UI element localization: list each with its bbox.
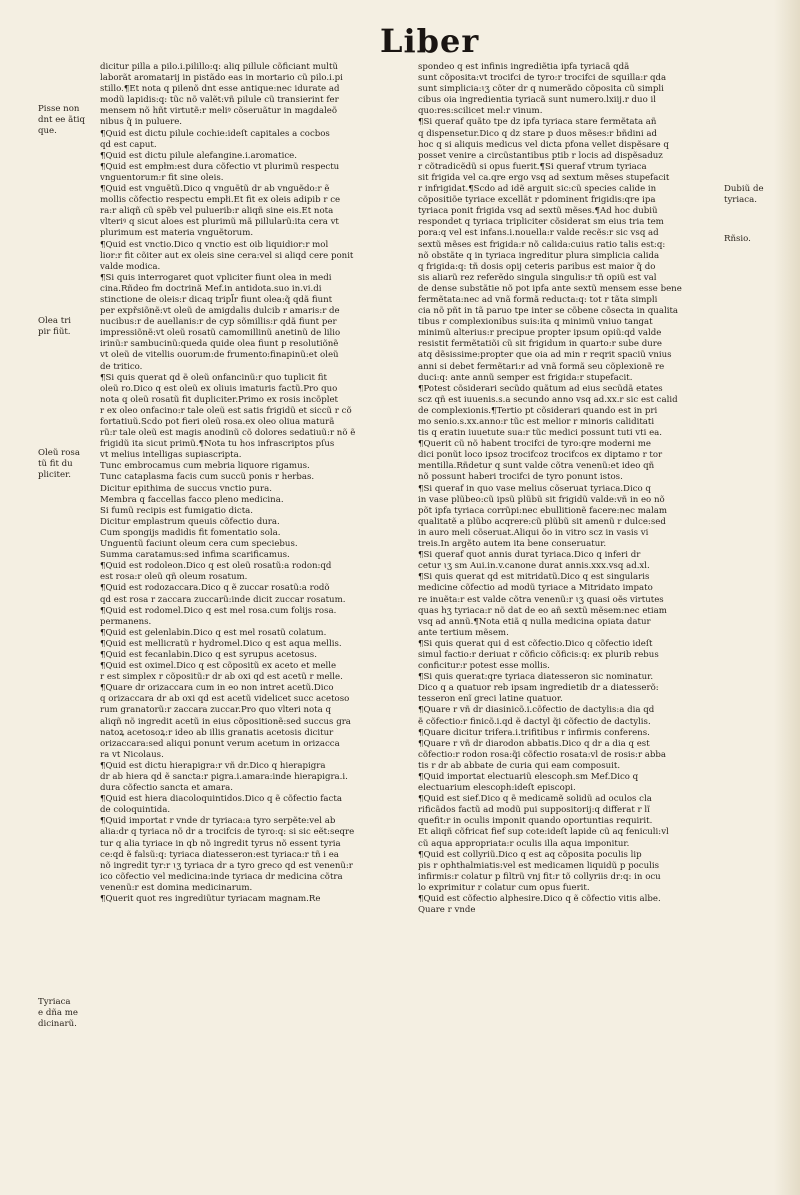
text-line: rum granatorũ:r zaccara zuccar.Pro quo vlteri nota q — [100, 705, 331, 716]
text-line: vsq ad annũ.¶Nota etiã q nulla medicina opiata datur — [418, 616, 651, 627]
text-line: ¶Quid est fecanlabin.Dico q est syrupus acetosus. — [100, 649, 317, 660]
text-line: sit frigida vel ca.qre ergo vsq ad sextum mẽses stupefacit — [418, 172, 670, 183]
text-line: ¶Quid est sief.Dico q ẽ medicamẽ solidũ ad oculos cla — [418, 794, 652, 805]
text-line: in vase plũbeo:cũ ipsũ plũbũ sit frigidũ valde:vñ in eo nõ — [418, 494, 665, 505]
text-line: ¶Si quis interrogaret quot vpliciter fiunt olea in medi — [100, 272, 332, 283]
text-line: cũ aqua appropriata:r oculis illa aqua imponitur. — [418, 838, 630, 849]
text-line: Tunc cataplasma facis cum succũ ponis r herbas. — [100, 472, 315, 483]
margin-note-line: dnt ee ãtiq — [38, 115, 85, 125]
text-line: ¶Quid est dictu hierapigra:r vñ dr.Dico q hierapigra — [100, 760, 326, 771]
text-line: natoꝝ acetosoꝝ:r ideo ab illis granatis acetosis dicitur — [100, 727, 334, 738]
margin-note-line: Dubiũ de — [724, 184, 764, 194]
text-line: de coloquintida. — [100, 805, 171, 816]
text-line: ¶Quare r vñ dr diarodon abbatis.Dico q dr a dia q est — [418, 738, 650, 749]
text-line: ico cõfectio vel medicina:inde tyriaca dr medicina cõtra — [100, 871, 343, 882]
text-line: qd est rosa r zaccara zuccarũ:inde dicit zuccar rosatum. — [100, 594, 346, 605]
page-edge-shading — [774, 0, 800, 1195]
text-line: vlteriꝰ q sicut aloes est plurimũ mã pillularũ:ita cera vt — [100, 217, 339, 228]
left-text-column — [100, 62, 402, 905]
text-line: põt ipfa tyriaca corrũpi:nec ebullitionẽ facere:nec malam — [418, 505, 667, 516]
text-line: ra:r aliqñ cũ spẽb vel puluerib:r aliqñ sine eis.Et nota — [100, 206, 334, 217]
margin-note-pisse — [38, 104, 85, 137]
margin-note-responsio — [724, 234, 751, 245]
text-line: Dicitur emplastrum queuis cõfectio dura. — [100, 516, 280, 527]
text-line: ce:qd ẽ falsũ:q: tyriaca diatesseron:est tyriaca:r tñ i ea — [100, 849, 339, 860]
text-line: venenũ:r est domina medicinarum. — [100, 882, 253, 893]
text-line: nota q oleũ rosatũ fit dupliciter.Primo ex rosis incõplet — [100, 394, 339, 405]
text-line: rũ:r tale oleũ est magis anodinũ cõ dolores sedatiuũ:r nõ ẽ — [100, 428, 356, 439]
text-line: quefit:r in oculis imponit quando oportuntias requirit. — [418, 816, 653, 827]
text-line: medicine cõfectio ad modũ tyriace a Mitridato impato — [418, 583, 653, 594]
text-line: vnguentorum:r fit sine oleis. — [100, 172, 224, 183]
text-line: simul factio:r deriuat r cõficio cõficis:q: ex plurib rebus — [418, 649, 659, 660]
text-line: ra vt Nicolaus. — [100, 749, 164, 760]
margin-note-line: Olea tri — [38, 316, 72, 326]
text-line: ¶Quare dr orizaccara cum in eo non intret acetũ.Dico — [100, 683, 334, 694]
text-line: ¶Quid est hiera diacoloquintidos.Dico q ẽ cõfectio facta — [100, 794, 342, 805]
text-line: infirmis:r colatur p filtrũ vnj fit:r tõ collyriis dr:q: in ocu — [418, 871, 661, 882]
text-line: r infrigidat.¶Scdo ad idẽ arguit sic:cũ species calide in — [418, 184, 657, 195]
text-line: cia nõ pñt in tã paruo tpe inter se cõbene cõsecta in qualita — [418, 306, 679, 317]
text-line: ¶Quid importat electuariũ elescoph.sm Mef.Dico q — [418, 772, 639, 782]
text-line: ¶Si quis querat qui d est cõfectio.Dico q cõfectio ideſt — [418, 638, 653, 649]
text-line: pis r ophthalmiatis:vel est medicamen liquidũ p poculis — [418, 860, 660, 871]
text-line: alia:dr q tyriaca nõ dr a trocifcis de tyro:q: si sic eẽt:seqre — [100, 827, 355, 838]
text-line: nõ possunt haberi trocifci de tyro ponunt istos. — [418, 472, 623, 483]
text-line: nibus q̃ in puluere. — [100, 117, 183, 128]
margin-note-line: Pisse non — [38, 104, 80, 114]
text-line: duci:q: ante annũ semper est frigida:r stupefacit. — [418, 372, 633, 383]
text-line: frigidũ ita sicut primũ.¶Nota tu hos infrascriptos pſus — [100, 439, 335, 450]
text-line: dici ponũt loco ipsoz trocifcoz trocifcos ex diptamo r tor — [418, 450, 663, 461]
text-line: ¶Quid importat r vnde dr tyriaca:a tyro serpẽte:vel ab — [100, 816, 336, 827]
text-line: resistit fermẽtatiõi cũ sit frigidum in quarto:r sube dure — [418, 339, 662, 350]
right-text-column — [418, 62, 714, 916]
text-line: ¶Si quis querat qd ẽ oleũ onfancinũ:r quo tuplicit fit — [100, 372, 327, 383]
text-line: modũ lapidis:q: tũc nõ valẽt:vñ pilule cũ transierint fer — [100, 95, 339, 106]
text-line: ¶Quid est vnguẽtũ.Dico q vnguẽtũ dr ab vnguẽdo:r ẽ — [100, 184, 330, 195]
margin-note-line: que. — [38, 126, 57, 136]
text-line: q orizaccara dr ab oxi qd est acetũ videlicet succ acetoso — [100, 694, 350, 705]
text-line: treis.In argẽto autem ita bene conseruatur. — [418, 539, 607, 550]
text-line: sunt cõposita:vt trocifci de tyro:r trocifci de squilla:r qda — [418, 73, 667, 84]
margin-note-line: pir fiũt. — [38, 327, 71, 337]
text-line: mensem nõ hñt virtutẽ:r meliꝰ cõseruãtur in magdaleõ — [100, 106, 338, 117]
margin-note-tyriaca — [38, 997, 78, 1030]
text-line: sextũ mẽses est frigida:r nõ calida:cuius ratio talis est:q: — [418, 239, 666, 250]
text-line: ¶Quid est collyriũ.Dico q est aq cõposita poculis lip — [418, 849, 642, 860]
text-line: plurimum est materia vnguẽtorum. — [100, 228, 254, 239]
text-line: qualitatẽ a plũbo acqrere:cũ plũbũ sit amenũ r dulce:sed — [418, 516, 666, 527]
text-line: valde modica. — [100, 261, 161, 272]
text-line: vt melius intelligas supiascripta. — [100, 450, 242, 461]
text-line: ¶Quid est dictu pilule alefangine.i.aromatice. — [100, 150, 297, 161]
text-line: tibus r complexionibus suis:ita q minimũ vniuo tangat — [418, 317, 653, 328]
text-line: ¶Quid est empłm:est dura cõfectio vt plurimũ respectu — [100, 161, 340, 172]
text-line: q frigida:q: tñ dosis opij ceteris paribus est maior q̃ do — [418, 261, 656, 272]
text-line: ante tertium mẽsem. — [418, 627, 509, 638]
text-line: cina.Rñdeo fm doctrinã Mef.in antidota.suo in.vi.di — [100, 283, 322, 294]
text-line: ¶Potest cõsiderari secũdo quãtum ad eius secũdã etates — [418, 383, 663, 394]
text-line: ¶Quid est rodozaccara.Dico q ẽ zuccar rosatũ:a rodõ — [100, 583, 330, 594]
text-line: fermẽtata:nec ad vnã formã reducta:q: tot r tãta simpli — [418, 294, 658, 305]
text-line: mollis cõfectio respectu empłi.Et fit ex oleis adipib r ce — [100, 195, 341, 206]
text-line: anni si debet fermẽtari:r ad vnã formã seu cõplexionẽ re — [418, 361, 665, 372]
text-line: minimũ alterius:r precipue propter ipsum opiũ:qd valde — [418, 328, 662, 339]
text-line: Tunc embrocamus cum mebria liquore rigamus. — [100, 461, 310, 472]
text-line: dr ab hiera qd ẽ sancta:r pigra.i.amara:inde hierapigra.i. — [100, 772, 348, 782]
page-header-title: Liber — [380, 22, 480, 60]
margin-note-line: Oleũ rosa — [38, 448, 80, 458]
text-line: scz qñ est iuuenis.s.a secundo anno vsq ad.xx.r sic est calid — [418, 394, 678, 405]
text-line: qd est caput. — [100, 139, 157, 150]
text-line: respondet q tyriaca tripliciter cõsiderat sm eius tria tem — [418, 217, 664, 228]
text-line: ¶Quid est vnctio.Dico q vnctio est oib liquidior:r mol — [100, 239, 329, 250]
text-line: quas hʒ tyriaca:r nõ dat de eo añ sextũ mẽsem:nec etiam — [418, 605, 667, 616]
margin-note-oleum-rosa — [38, 448, 80, 481]
text-line: ¶Quare r vñ dr diasinicõ.i.cõfectio de dactylis:a dia qd — [418, 705, 655, 716]
text-line: ¶Querit quot res ingrediũtur tyriacam magnam.Re — [100, 894, 321, 905]
text-line: irinũ:r sambucinũ:queda quide olea fiunt p resolutiõnẽ — [100, 339, 339, 350]
text-line: nõ ingredit tyr:r ɩʒ tyriaca dr a tyro greco qd est venenũ:r — [100, 860, 353, 871]
text-line: ¶Quid est dictu pilule cochie:ideſt capitales a cocbos — [100, 128, 330, 139]
text-line: ¶Quare dicitur trifera.i.trifitibus r infirmis conferens. — [418, 727, 650, 738]
text-line: r est simplex r cõpositũ:r dr ab oxi qd est acetũ r melle. — [100, 672, 343, 683]
text-line: ¶Quid est cõfectio alphesire.Dico q ẽ cõfectio vitis albe. — [418, 894, 661, 905]
text-line: electuarium elescoph:ideſt episcopi. — [418, 783, 576, 794]
text-line: impressiõnẽ:vt oleũ rosatũ camomillinũ anetinũ de lilio — [100, 328, 341, 339]
text-line: sunt simplicia:ɩʒ cõter dr q numerãdo cõposita cũ simpli — [418, 84, 664, 95]
text-line: spondeo q est infinis ingrediẽtia ipfa tyriacã qdã — [418, 62, 630, 72]
text-line: lo exprimitur r colatur cum opus fuerit. — [418, 882, 590, 893]
text-line: mo senio.s.xx.anno:r tũc est melior r minoris caliditati — [418, 417, 655, 427]
text-line: cõfectio:r rodon rosa:q̃i cõfectio rosata:vl de rosis:r abba — [418, 749, 667, 760]
text-line: tur q alia tyriace in qb nõ ingredit tyrus nõ essent tyria — [100, 838, 341, 849]
text-line: Unguentũ faciunt oleum cera cum speciebus. — [100, 539, 298, 550]
text-line: de tritico. — [100, 361, 143, 372]
text-line: ¶Quid est mellicratũ r hydromel.Dico q est aqua mellis. — [100, 638, 342, 649]
text-line: conficitur:r potest esse mollis. — [418, 661, 550, 672]
text-line: vt oleũ de vitellis ouorum:de frumento:finapinũ:et oleũ — [100, 350, 339, 361]
text-line: q dispensetur.Dico q dz stare p duos mẽses:r bñdini ad — [418, 128, 658, 139]
text-line: oleũ ro.Dico q est oleũ ex oliuis imaturis factũ.Pro quo — [100, 383, 338, 394]
text-line: dicitur pilla a pilo.i.pilillo:q: aliq pillule cõficiant multũ — [100, 62, 339, 72]
text-line: Cum spongijs madidis fit fomentatio sola. — [100, 527, 281, 538]
text-line: Si fumũ recipis est fumigatio dicta. — [100, 505, 254, 516]
text-line: in auro meli cõseruat.Aliqui õo in vitro scz in vasis vi — [418, 527, 649, 538]
text-line: ¶Quid est oximel.Dico q est cõpositũ ex aceto et melle — [100, 661, 337, 672]
margin-note-line: pliciter. — [38, 470, 71, 480]
margin-note-line: tyriaca. — [724, 195, 757, 205]
margin-note-line: tũ fit du — [38, 459, 73, 469]
text-line: ¶Querit cũ nõ habent trocifci de tyro:qre moderni me — [418, 439, 651, 450]
text-line: ¶Si queraf quot annis durat tyriaca.Dico q inferi dr — [418, 550, 641, 561]
text-line: posset venire a circũstantibus ptib r locis ad dispẽsaduz — [418, 150, 663, 161]
text-line: Dico q a quatuor reb ipsam ingredietib dr a diatesserõ: — [418, 683, 659, 694]
text-line: tis q eratin iuuetute sua:r tũc medici possunt tuti vti ea. — [418, 428, 663, 439]
text-line: de complexionis.¶Tertio pt cõsiderari quando est in pri — [418, 405, 658, 416]
margin-note-line: Rñsio. — [724, 234, 751, 244]
text-line: Dicitur epithima de succus vnctio pura. — [100, 483, 272, 494]
margin-note-line: Tyriaca — [38, 997, 71, 1007]
text-line: Membra q faccellas facco pleno medicina. — [100, 494, 284, 505]
text-line: re inuẽta:r est valde cõtra venenũ:r ɩʒ quasi oẽs virtutes — [418, 594, 664, 605]
text-line: nucibus:r de auellanis:r de cyp sõmillis:r qdã fiunt per — [100, 317, 337, 328]
text-line: ¶Quid est rodoleon.Dico q est oleũ rosatũ:a rodon:qd — [100, 561, 332, 572]
text-line: tesseron enĩ greci latine quatuor. — [418, 694, 563, 705]
text-line: cibus oia ingredientia tyriacã sunt numero.lxiij.r duo il — [418, 95, 656, 106]
text-line: stillo.¶Et nota q pilenõ dnt esse antique:nec idurate ad — [100, 84, 340, 95]
text-line: aliqñ nõ ingredit acetũ in eius cõpositionẽ:sed succus gra — [100, 716, 351, 727]
text-line: dura cõfectio sancta et amara. — [100, 783, 233, 794]
text-line: ¶Si quis querat qd est mitridatũ.Dico q est singularis — [418, 572, 650, 583]
margin-note-line: e dña me — [38, 1008, 78, 1018]
text-line: ẽ cõfectio:r finicõ.i.qd ẽ dactyl q̃i cõfectio de dactylis. — [418, 716, 651, 727]
text-line: r ex oleo onfacino:r tale oleũ est satis frigidũ et siccũ r cõ — [100, 405, 352, 416]
margin-note-line: dicinarũ. — [38, 1019, 77, 1029]
text-line: Quare r vnde — [418, 905, 476, 916]
text-line: rificãdos factũ ad modũ pui suppositorij:q differat r lĩ — [418, 805, 650, 816]
text-line: orizaccara:sed aliqui ponunt verum acetum in orizacca — [100, 738, 340, 749]
text-line: Summa caratamus:sed infima scarificamus. — [100, 550, 290, 561]
text-line: de dense substãtie nõ pot ipfa ante sextũ mensem esse bene — [418, 283, 682, 294]
text-line: est rosa:r oleũ qñ oleum rosatum. — [100, 572, 248, 583]
text-line: mentilla.Rñdetur q sunt valde cõtra venenũ:et ideo qñ — [418, 461, 655, 472]
text-line: r cõtradicẽdũ si opus fuerit.¶Si queraf vtrum tyriaca — [418, 161, 647, 172]
text-line: permanens. — [100, 616, 152, 627]
text-line: ¶Quid est gelenlabin.Dico q est mel rosatũ colatum. — [100, 627, 327, 638]
text-line: hoc q si aliquis medicus vel dicta pfona vellet dispẽsare q — [418, 139, 669, 150]
text-line: atq dẽsissime:propter que oia ad min r reqrit spaciũ vnius — [418, 350, 672, 361]
text-line: tyriaca ponit frigida vsq ad sextũ mẽses.¶Ad hoc dubiũ — [418, 206, 658, 217]
text-line: ¶Si queraf quãto tpe dz ipfa tyriaca stare fermẽtata añ — [418, 117, 657, 128]
text-line: cetur ɩʒ sm Aui.in.v.canone durat annis.xxx.vsq ad.xl. — [418, 561, 650, 572]
text-line: sis aliarũ rez referẽdo singula singulis:r tñ opiũ est val — [418, 272, 657, 283]
text-line: nõ obstãte q in tyriaca ingreditur plura simplicia calida — [418, 250, 660, 261]
text-line: ¶Quid est rodomel.Dico q est mel rosa.cum folijs rosa. — [100, 605, 337, 616]
text-line: fortatiuũ.Scdo pot fieri oleũ rosa.ex oleo oliua maturã — [100, 417, 335, 427]
text-line: ¶Si queraf in quo vase melius cõseruat tyriaca.Dico q — [418, 483, 651, 494]
text-line: laborãt aromatarij in pistãdo eas in mortario cũ pilo.i.pi — [100, 73, 343, 84]
text-line: per expřsiõnẽ:vt oleũ de amigdalis dulcib r amaris:r de — [100, 306, 340, 317]
margin-note-dubium — [724, 184, 764, 206]
text-line: stinctione de oleis:r dicaq tripl̃r fiunt olea:q̃ qdã fiunt — [100, 294, 333, 305]
text-line: cõpositiõe tyriace excellãt r pdominent frigidis:qre ipa — [418, 195, 656, 206]
text-line: Et aliqñ cõfricat fief sup cote:ideſt lapide cũ aq feniculi:vl — [418, 827, 669, 838]
text-line: lior:r fit cõiter aut ex oleis sine cera:vel si aliqd cere ponit — [100, 250, 354, 261]
text-line: pora:q vel est infans.i.nouella:r valde recẽs:r sic vsq ad — [418, 228, 659, 239]
text-line: tis r dr ab abbate de curia qui eam composuit. — [418, 760, 621, 771]
text-line: ¶Si quis querat:qre tyriaca diatesseron sic nominatur. — [418, 672, 654, 683]
margin-note-olea — [38, 316, 71, 338]
text-line: quo:res:scilicet mel:r vinum. — [418, 106, 543, 117]
